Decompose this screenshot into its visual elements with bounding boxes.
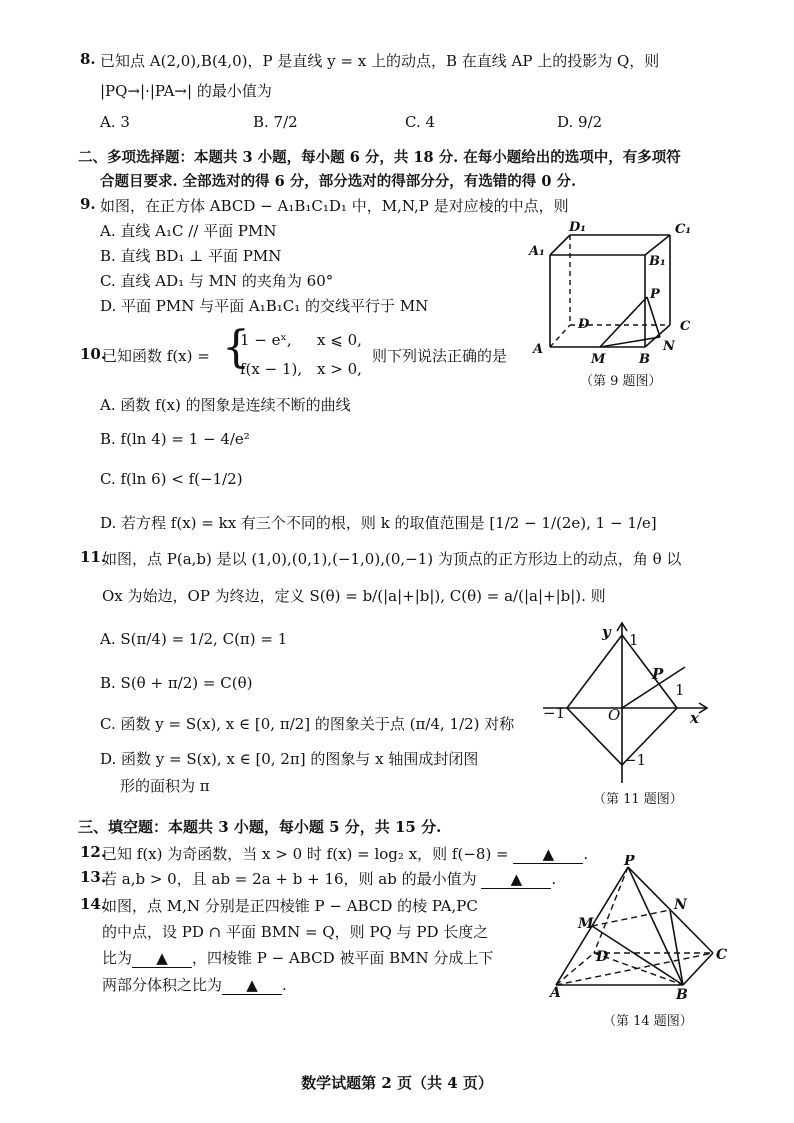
tick-one-top: 1 [629, 631, 639, 649]
q10-number: 10. [80, 345, 107, 363]
label-a-base: A [550, 985, 561, 1001]
q12-text: 已知 f(x) 为奇函数，当 x > 0 时 f(x) = log₂ x，则 f(−8) = [102, 845, 509, 863]
q12-end: . [583, 845, 589, 863]
tick-one-right: 1 [675, 681, 685, 699]
q9-figure-caption: （第 9 题图） [580, 374, 662, 389]
q10-option-d: D. 若方程 f(x) = kx 有三个不同的根，则 k 的取值范围是 [1/2 − 1/(2e), 1 − 1/e] [100, 514, 657, 532]
label-c-base: C [716, 947, 728, 963]
label-p-apex: P [624, 855, 635, 869]
q11-option-d-line2: 形的面积为 π [120, 777, 210, 795]
q14-line3-start: 比为 [102, 949, 133, 967]
q14-line4 [102, 974, 287, 995]
q14-answer-blank-1[interactable]: ▲ [132, 949, 192, 968]
q9-option-d: D. 平面 PMN 与平面 A₁B₁C₁ 的交线平行于 MN [100, 297, 429, 315]
q8-stem-line2: |PQ→|·|PA→| 的最小值为 [100, 82, 272, 100]
q12-answer-blank[interactable]: ▲ [513, 845, 583, 864]
q14-line4-end: . [282, 976, 287, 994]
label-m: M [591, 352, 606, 367]
q11-number: 11. [80, 548, 107, 566]
label-m-mid: M [578, 916, 594, 932]
q14-answer-blank-2[interactable]: ▲ [222, 976, 282, 995]
label-p: P [650, 287, 660, 302]
q8-option-c: C. 4 [405, 113, 436, 131]
label-c: C [680, 319, 691, 334]
q10-option-c: C. f(ln 6) < f(−1/2) [100, 470, 243, 488]
q10-cond1: x ⩽ 0, [317, 331, 362, 349]
axis-label-x: x [690, 709, 699, 727]
label-b: B [639, 352, 650, 367]
q10-tail: 则下列说法正确的是 [372, 347, 508, 365]
q14-line4-start: 两部分体积之比为 [102, 976, 223, 994]
q10-lead: 已知函数 f(x) = [102, 347, 210, 365]
q8-stem-line1: 已知点 A(2,0),B(4,0)，P 是直线 y = x 上的动点，B 在直线 AP 上的投影为 Q，则 [100, 52, 660, 70]
point-label-p: P [652, 665, 664, 683]
q12-number: 12. [80, 843, 107, 861]
q11-figure-caption: （第 11 题图） [593, 792, 683, 807]
q10-case2: f(x − 1), [240, 360, 303, 378]
label-a1: A₁ [529, 244, 545, 259]
q9-option-a: A. 直线 A₁C // 平面 PMN [100, 222, 277, 240]
q10-brace: { [222, 322, 250, 373]
q11-option-a: A. S(π/4) = 1/2, C(π) = 1 [100, 630, 288, 648]
q13-row [102, 868, 556, 889]
origin-label: O [608, 706, 621, 724]
q8-option-a: A. 3 [100, 113, 130, 131]
q10-option-b: B. f(ln 4) = 1 − 4/e² [100, 430, 250, 448]
q14-pyramid-figure [548, 855, 748, 1033]
q14-line2: 的中点，设 PD ∩ 平面 BMN = Q，则 PQ 与 PD 长度之 [102, 923, 489, 941]
page-footer: 数学试题第 2 页（共 4 页） [301, 1074, 493, 1092]
q8-option-d: D. 9/2 [557, 113, 603, 131]
q13-text: 若 a,b > 0，且 ab = 2a + b + 16，则 ab 的最小值为 [102, 870, 477, 888]
q9-number: 9. [80, 195, 96, 213]
q14-number: 14. [80, 895, 107, 913]
section2-heading-line1: 二、多项选择题：本题共 3 小题，每小题 6 分，共 18 分. 在每小题给出的选项中，有多项符 [78, 149, 681, 166]
q9-option-c: C. 直线 AD₁ 与 MN 的夹角为 60° [100, 272, 334, 290]
q13-answer-blank[interactable]: ▲ [481, 870, 551, 889]
q9-option-b: B. 直线 BD₁ ⊥ 平面 PMN [100, 247, 282, 265]
q14-line1: 如图，点 M,N 分别是正四棱锥 P − ABCD 的棱 PA,PC [102, 897, 478, 915]
q9-cube-figure [525, 215, 705, 395]
label-n-mid: N [674, 897, 687, 913]
q13-end: . [551, 870, 557, 888]
q10-case1: 1 − eˣ, [240, 331, 292, 349]
q11-stem-line2: Ox 为始边，OP 为终边，定义 S(θ) = b/(|a|+|b|), C(θ) = a/(|a|+|b|). 则 [102, 587, 606, 605]
label-a: A [533, 342, 544, 357]
label-n: N [663, 339, 675, 354]
label-d: D [578, 317, 590, 332]
section3-heading: 三、填空题：本题共 3 小题，每小题 5 分，共 15 分. [78, 818, 442, 836]
q10-cond2: x > 0, [317, 360, 362, 378]
q11-square-figure [535, 615, 720, 810]
q14-line3-end: ，四棱锥 P − ABCD 被平面 BMN 分成上下 [192, 949, 494, 967]
q14-figure-caption: （第 14 题图） [603, 1014, 693, 1029]
q8-option-b: B. 7/2 [253, 113, 298, 131]
label-d-base: D [596, 949, 609, 965]
q12-row [102, 843, 588, 864]
label-d1: D₁ [569, 220, 586, 235]
tick-neg-one-left: −1 [543, 704, 566, 722]
q11-stem-line1: 如图，点 P(a,b) 是以 (1,0),(0,1),(−1,0),(0,−1) 为顶点的正方形边上的动点，角 θ 以 [102, 550, 682, 568]
axis-label-y: y [602, 623, 611, 641]
label-b-base: B [676, 987, 688, 1003]
label-b1: B₁ [649, 254, 666, 269]
q11-option-b: B. S(θ + π/2) = C(θ) [100, 674, 253, 692]
q11-option-d-line1: D. 函数 y = S(x), x ∈ [0, 2π] 的图象与 x 轴围成封闭图 [100, 750, 479, 768]
section2-heading-line2: 合题目要求. 全部选对的得 6 分，部分选对的得部分分，有选错的得 0 分. [100, 173, 577, 190]
q14-line3 [102, 947, 493, 968]
q11-option-c: C. 函数 y = S(x), x ∈ [0, π/2] 的图象关于点 (π/4, 1/2) 对称 [100, 715, 515, 733]
q9-stem: 如图，在正方体 ABCD − A₁B₁C₁D₁ 中，M,N,P 是对应棱的中点，则 [100, 197, 569, 215]
q8-number: 8. [80, 50, 96, 68]
label-c1: C₁ [675, 222, 692, 237]
q13-number: 13. [80, 868, 107, 886]
tick-neg-one-bottom: −1 [624, 751, 647, 769]
q10-option-a: A. 函数 f(x) 的图象是连续不断的曲线 [100, 396, 351, 414]
